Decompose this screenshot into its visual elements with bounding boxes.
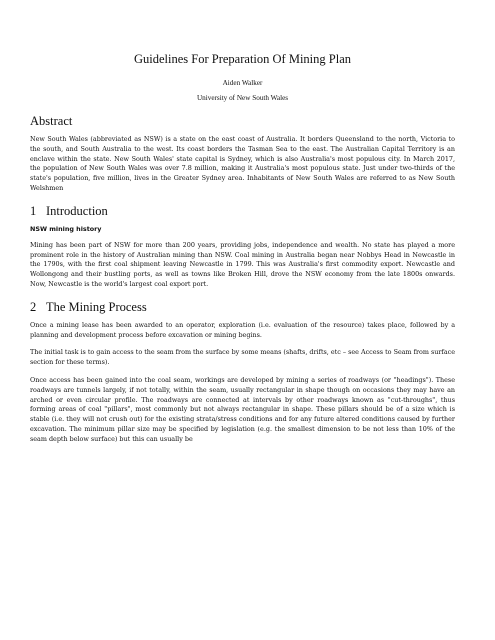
paragraph: The initial task is to gain access to the seam from the surface by some means (shafts, drifts, etc – see Access to Seam from surface section for these terms). [30,348,455,367]
author-name: Aiden Walker [222,79,263,87]
abstract-heading: Abstract [30,114,73,128]
paragraph: Mining has been part of NSW for more than 200 years, providing jobs, independence and wealth. No state has played a more prominent role in the history of Australian mining than NSW. Coal mining in Australia began near Nobbys Head in Newcastle in the 1790s, with the first coal shipment leaving Newcastle in 1799. This was Australia's first commodity export. Newcastle and Wollongong and their bustling ports, as well as towns like Broken Hill, drove the NSW economy from the late 1800s onwards. Now, Newcastle is the world's largest coal export port. [30,240,455,288]
section-heading-mining-process [30,300,455,315]
section-title: Introduction [46,203,108,218]
abstract-text: New South Wales (abbreviated as NSW) is a state on the east coast of Australia. It borders Queensland to the north, Victoria to the south, and South Australia to the west. Its coast borders the Tasman Sea to the east. The Australian Capital Territory is an enclave within the state. New South Wales' state capital is Sydney, which is also Australia's most populous city. In March 2017, the population of New South Wales was over 7.8 million, making it Australia's most populous state. Just under two-thirds of the state's population, five million, lives in the Greater Sydney area. Inhabitants of New South Wales are referred to as New South Welshmen [30,135,455,192]
paragraph: Once a mining lease has been awarded to an operator, exploration (i.e. evaluation of the resource) takes place, followed by a planning and development process before excavation or mining begins. [30,320,455,339]
subsection-heading: NSW mining history [30,224,102,233]
section-title: The Mining Process [46,299,147,314]
section-number: 2 [30,299,37,314]
paper-title: Guidelines For Preparation Of Mining Plan [134,52,351,66]
section-heading-introduction [30,204,455,219]
author-affiliation: University of New South Wales [196,94,289,102]
paragraph: Once access has been gained into the coal seam, workings are developed by mining a series of roadways (or "headings"). These roadways are tunnels largely, if not totally, within the seam, usually rectangular in shape though on occasions they may have an arched or even circular profile. The roadways are connected at intervals by other roadways known as "cut-throughs", thus forming areas of coal "pillars", most commonly but not always rectangular in shape. These pillars should be of a size which is stable (i.e. they will not crush out) for the existing strata/stress conditions and for any future altered conditions caused by further excavation. The minimum pillar size may be specified by legislation (e.g. the smallest dimension to be not less than 10% of the seam depth below surface) but this can usually be [30,375,455,443]
section-number: 1 [30,203,37,218]
